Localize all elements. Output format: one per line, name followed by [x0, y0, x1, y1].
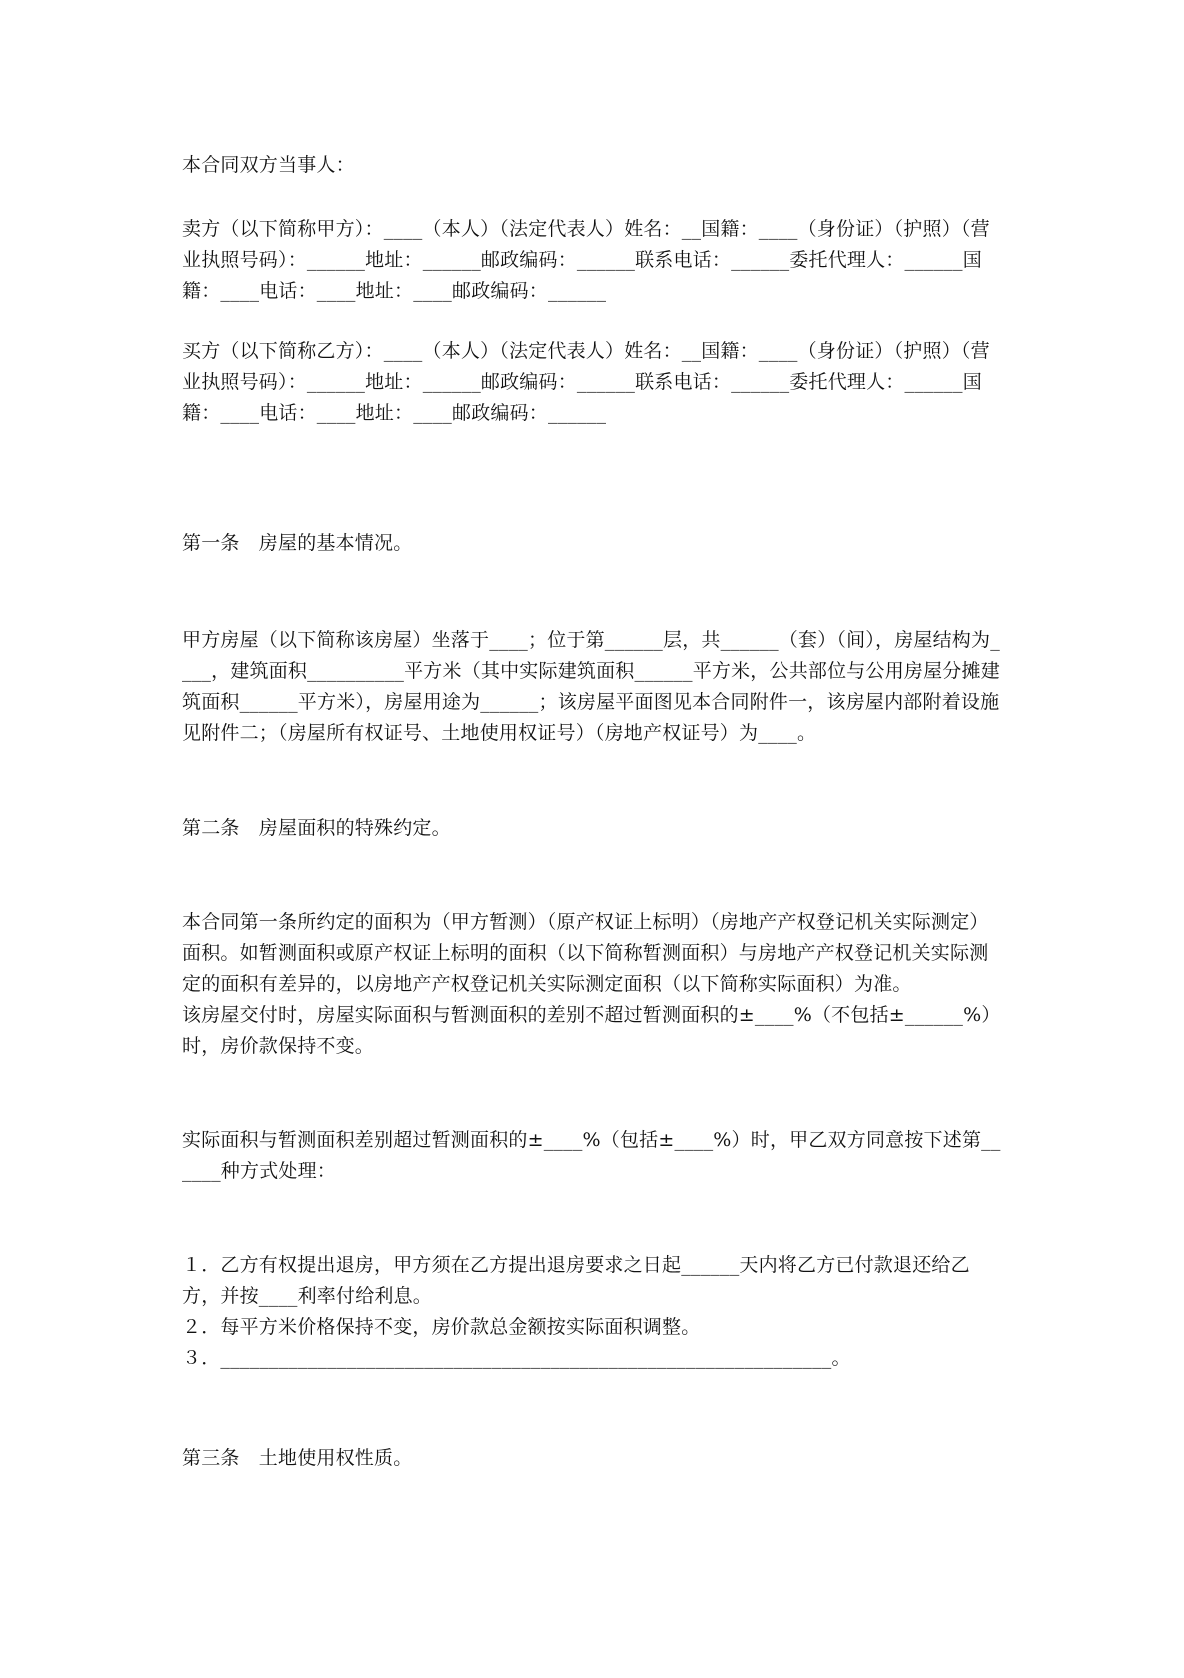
article3-title: 第三条 土地使用权性质。 [182, 1447, 413, 1469]
article1-body: 甲方房屋（以下简称该房屋）坐落于____；位于第______层，共______（套）（间），房屋结构为____，建筑面积__________平方米（其中实际建筑面积______平方米，公共部位与公用房屋分摊建筑面积______平方米），房屋用途为______；该房屋平面图见本合同附件一，该房屋内部附着设施见附件二；（房屋所有权证号、土地使用权证号）（房地产权证号）为____。 [182, 629, 1000, 744]
seller-info: 卖方（以下简称甲方）：____（本人）（法定代表人）姓名：__国籍：____（身份证）（护照）（营业执照号码）：______地址：______邮政编码：______联系电话：______委托代理人：______国籍：____电话：____地址：____邮政编码：______ [182, 218, 990, 302]
article1-title: 第一条 房屋的基本情况。 [182, 532, 413, 554]
parties-intro: 本合同双方当事人： [182, 154, 355, 176]
article2-title: 第二条 房屋面积的特殊约定。 [182, 817, 451, 839]
buyer-info: 买方（以下简称乙方）：____（本人）（法定代表人）姓名：__国籍：____（身份证）（护照）（营业执照号码）：______地址：______邮政编码：______联系电话：______委托代理人：______国籍：____电话：____地址：____邮政编码：______ [182, 340, 990, 424]
article2-body1: 本合同第一条所约定的面积为（甲方暂测）（原产权证上标明）（房地产产权登记机关实际测定）面积。如暂测面积或原产权证上标明的面积（以下简称暂测面积）与房地产产权登记机关实际测定的面积有差异的，以房地产产权登记机关实际测定面积（以下简称实际面积）为准。 该房屋交付时，房屋实际面积与暂测面积的差别不超过暂测面积的±____%（不包括±______%）时，房价款保持不变。 [182, 911, 1001, 1057]
article2-options: １．乙方有权提出退房，甲方须在乙方提出退房要求之日起______天内将乙方已付款退还给乙方，并按____利率付给利息。 ２．每平方米价格保持不变，房价款总金额按实际面积调整。 ３．_______________________________________________________________。 [182, 1254, 970, 1369]
article2-body2: 实际面积与暂测面积差别超过暂测面积的±____%（包括±____%）时，甲乙双方同意按下述第______种方式处理： [182, 1129, 1001, 1182]
